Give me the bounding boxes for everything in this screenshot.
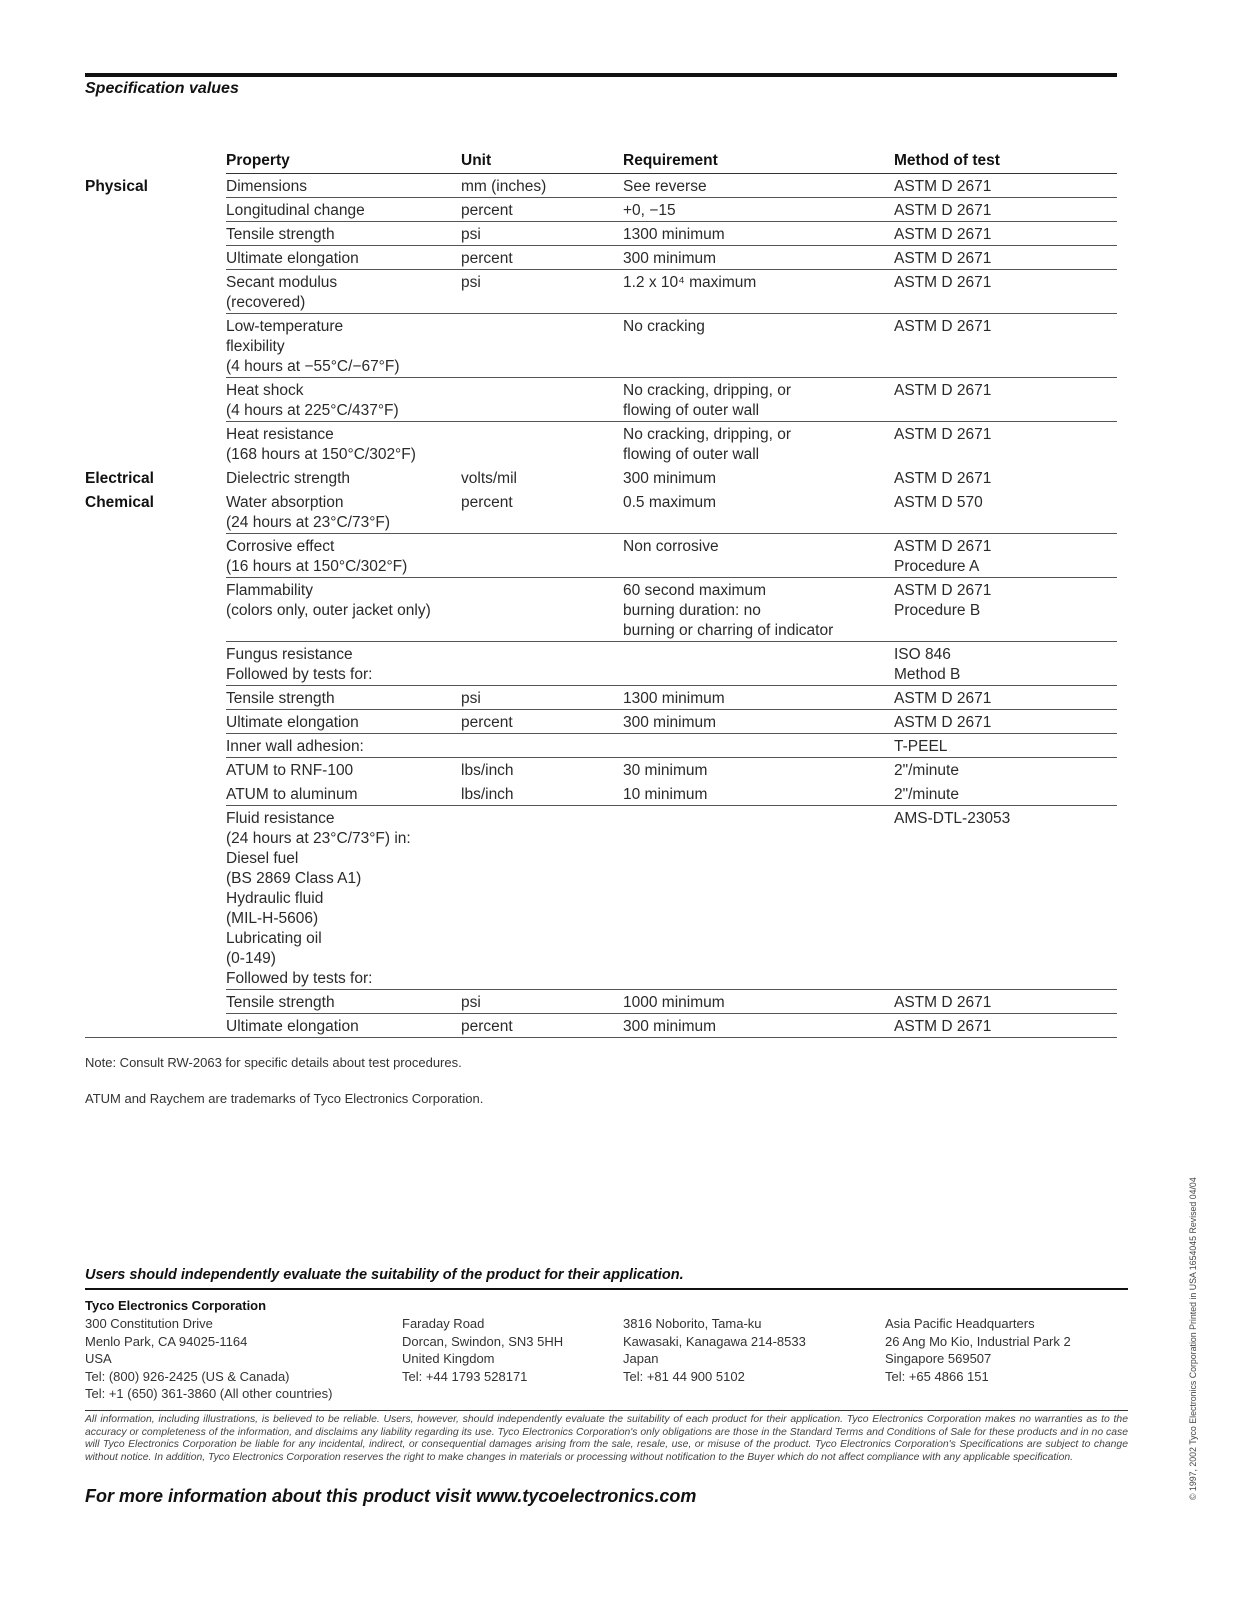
row-unit: percent [461,714,513,731]
row-method: ASTM D 570 [894,494,983,511]
row-requirement: No cracking, dripping, or flowing of outer wall [623,382,791,419]
row-property: Tensile strength [226,690,335,707]
row-requirement: 300 minimum [623,714,717,731]
row-method: ASTM D 2671 [894,178,992,195]
address-uk: Faraday Road Dorcan, Swindon, SN3 5HH United Kingdom Tel: +44 1793 528171 [402,1316,564,1384]
row-property: Heat resistance (168 hours at 150°C/302°F) [226,426,416,463]
row-requirement: No cracking [623,318,705,335]
row-unit: volts/mil [461,470,517,487]
row-property: Ultimate elongation [226,1018,359,1035]
more-info: For more information about this product visit www.tycoelectronics.com [85,1486,697,1506]
row-method: ASTM D 2671 [894,382,992,399]
header-property: Property [226,152,290,169]
row-method: ASTM D 2671 Procedure B [894,582,992,619]
row-requirement: See reverse [623,178,707,195]
row-property: Heat shock (4 hours at 225°C/437°F) [226,382,399,419]
table-row [85,734,1117,758]
row-requirement: 10 minimum [623,786,708,803]
table-row [85,642,1117,686]
row-property: Fluid resistance (24 hours at 23°C/73°F) in: Diesel fuel (BS 2869 Class A1) Hydraulic fluid (MIL-H-5606) Lubricating oil (0-149) Followed by tests for: [226,810,411,987]
row-property: Corrosive effect (16 hours at 150°C/302°F) [226,538,408,575]
row-property: Ultimate elongation [226,250,359,267]
row-unit: lbs/inch [461,762,514,779]
row-requirement: 30 minimum [623,762,708,779]
row-requirement: +0, −15 [623,202,676,219]
row-unit: percent [461,202,513,219]
row-method: ASTM D 2671 [894,250,992,267]
row-unit: psi [461,226,481,243]
row-method: ISO 846 Method B [894,646,961,683]
table-row [85,174,1117,198]
row-method: ASTM D 2671 [894,426,992,443]
row-requirement: 1.2 x 10⁴ maximum [623,274,757,291]
row-property: Dimensions [226,178,307,195]
header-requirement: Requirement [623,152,718,169]
row-method: T-PEEL [894,738,948,755]
row-requirement: Non corrosive [623,538,719,555]
row-method: 2"/minute [894,762,959,779]
table-row [85,534,1117,578]
table-row [85,758,1117,782]
row-unit: percent [461,1018,513,1035]
row-property: Inner wall adhesion: [226,738,364,755]
row-requirement: 300 minimum [623,1018,717,1035]
row-method: ASTM D 2671 [894,690,992,707]
table-row [85,246,1117,270]
table-body [85,174,1117,1038]
table-row [85,578,1117,642]
table-row [85,466,1117,490]
row-method: ASTM D 2671 [894,470,992,487]
row-method: ASTM D 2671 [894,318,992,335]
row-method: AMS-DTL-23053 [894,810,1011,827]
row-property: Longitudinal change [226,202,365,219]
row-property: ATUM to RNF-100 [226,762,354,779]
note: Note: Consult RW-2063 for specific details about test procedures. [85,1055,462,1070]
table-header [85,150,1117,174]
row-unit: lbs/inch [461,786,514,803]
address-us: 300 Constitution Drive Menlo Park, CA 94025-1164 USA Tel: (800) 926-2425 (US & Canada) Tel: +1 (650) 361-3860 (All other countries) [85,1316,333,1401]
table-row [85,686,1117,710]
table-row [85,1014,1117,1038]
address-asia-pacific: Asia Pacific Headquarters 26 Ang Mo Kio, Industrial Park 2 Singapore 569507 Tel: +65 4866 151 [885,1316,1071,1384]
row-unit: mm (inches) [461,178,547,195]
table-row [85,490,1117,534]
row-property: Water absorption (24 hours at 23°C/73°F) [226,494,391,531]
header-method: Method of test [894,152,1000,169]
row-rule [85,1037,1117,1038]
row-method: ASTM D 2671 [894,226,992,243]
row-property: Flammability (colors only, outer jacket only) [226,582,431,619]
footer-rule [85,1288,1128,1290]
row-requirement: 300 minimum [623,470,717,487]
row-unit: psi [461,994,481,1011]
row-unit: percent [461,250,513,267]
table-row [85,222,1117,246]
row-property: Low-temperature flexibility (4 hours at −55°C/−67°F) [226,318,400,375]
top-rule [85,73,1117,77]
row-property: Tensile strength [226,994,335,1011]
header-unit: Unit [461,152,492,169]
side-copyright: © 1997, 2002 Tyco Electronics Corporation Printed in USA 1654045 Revised 04/04 [1188,1177,1198,1500]
row-property: Secant modulus (recovered) [226,274,338,311]
table-row [85,314,1117,378]
row-requirement: 1000 minimum [623,994,725,1011]
row-property: Fungus resistance Followed by tests for: [226,646,373,683]
row-unit: percent [461,494,513,511]
table-row [85,422,1117,466]
row-method: ASTM D 2671 [894,994,992,1011]
row-property: ATUM to aluminum [226,786,358,803]
row-method: ASTM D 2671 [894,274,992,291]
row-method: ASTM D 2671 [894,1018,992,1035]
row-requirement: 1300 minimum [623,690,725,707]
table-row [85,378,1117,422]
row-category: Physical [85,178,148,195]
row-requirement: No cracking, dripping, or flowing of outer wall [623,426,791,463]
table-row [85,198,1117,222]
row-requirement: 60 second maximum burning duration: no burning or charring of indicator [623,582,834,639]
row-category: Chemical [85,494,154,511]
disclaimer: All information, including illustrations, is believed to be reliable. Users, however, should independently evaluate the suitability of each product for their application. Tyco Electronics Corporation makes no warranties as to the accuracy or completeness of the information, and disclaims any liability regarding its use. Tyco Electronics Corporation's only obligations are those in the Standard Terms and Conditions of Sale for these products and in no case will Tyco Electronics Corporation be liable for any incidental, indirect, or consequential damages arising from the sale, resale, use, or misuse of the product. Tyco Electronics Corporation's Specifications are subject to change without notice. In addition, Tyco Electronics Corporation reserves the right to make changes in materials or processing without notification to the Buyer which do not affect compliance with any applicable specification. [85,1414,1128,1463]
row-requirement: 300 minimum [623,250,717,267]
address-japan: 3816 Noborito, Tama-ku Kawasaki, Kanagawa 214-8533 Japan Tel: +81 44 900 5102 [623,1316,806,1384]
company-name: Tyco Electronics Corporation [85,1298,267,1313]
row-method: ASTM D 2671 [894,714,992,731]
section-title: Specification values [85,80,239,97]
spec-table [85,150,1117,1038]
row-method: 2"/minute [894,786,959,803]
table-row [85,990,1117,1014]
row-property: Ultimate elongation [226,714,359,731]
trademark-note: ATUM and Raychem are trademarks of Tyco Electronics Corporation. [85,1091,484,1106]
row-requirement: 1300 minimum [623,226,725,243]
row-method: ASTM D 2671 [894,202,992,219]
users-statement: Users should independently evaluate the suitability of the product for their application. [85,1267,684,1283]
row-property: Tensile strength [226,226,335,243]
row-unit: psi [461,690,481,707]
table-row [85,710,1117,734]
disclaimer-rule [85,1410,1128,1411]
table-row [85,806,1117,990]
table-row [85,782,1117,806]
row-unit: psi [461,274,481,291]
row-requirement: 0.5 maximum [623,494,717,511]
row-method: ASTM D 2671 Procedure A [894,538,992,575]
row-category: Electrical [85,470,154,487]
row-property: Dielectric strength [226,470,351,487]
table-row [85,270,1117,314]
